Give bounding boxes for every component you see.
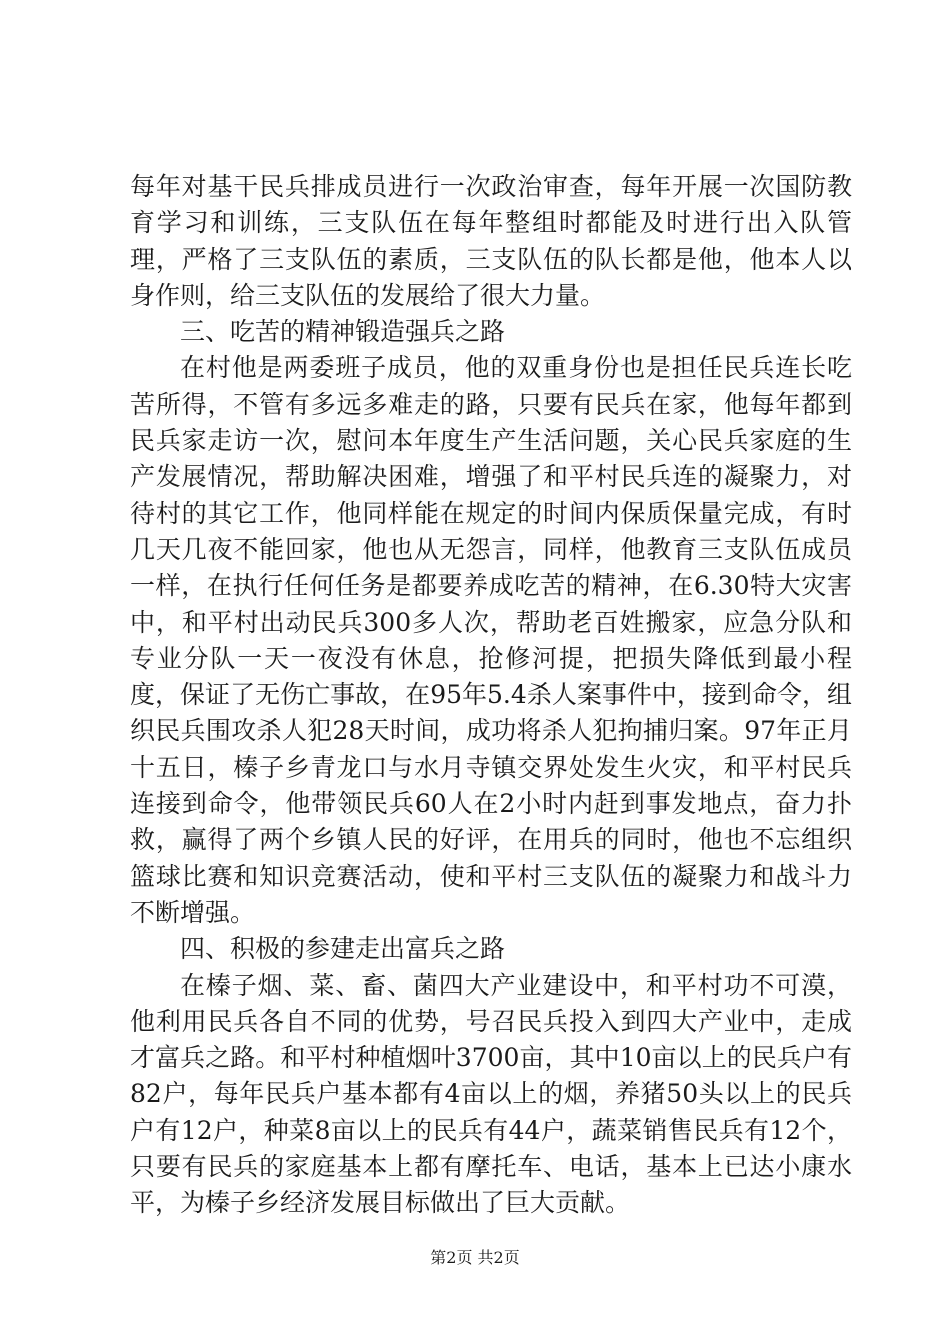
- document-body: [130, 169, 852, 1222]
- paragraph-prosperity: 在榛子烟、菜、畜、菌四大产业建设中，和平村功不可漠，他利用民兵各自不同的优势，号召民兵投入到四大产业中，走成才富兵之路。和平村种植烟叶3700亩，其中10亩以上的民兵户有82户，每年民兵户基本都有4亩以上的烟，养猪50头以上的民兵户有12户，种菜8亩以上的民兵有44户，蔬菜销售民兵有12个，只要有民兵的家庭基本上都有摩托车、电话，基本上已达小康水平，为榛子乡经济发展目标做出了巨大贡献。: [130, 970, 852, 1218]
- paragraph-hardship: 在村他是两委班子成员，他的双重身份也是担任民兵连长吃苦所得，不管有多远多难走的路，只要有民兵在家，他每年都到民兵家走访一次，慰问本年度生产生活问题，关心民兵家庭的生产发展情况，帮助解决困难，增强了和平村民兵连的凝聚力，对待村的其它工作，他同样能在规定的时间内保质保量完成，有时几天几夜不能回家，他也从无怨言，同样，他教育三支队伍成员一样，在执行任何任务是都要养成吃苦的精神，在6.30特大灾害中，和平村出动民兵300多人次，帮助老百姓搬家，应急分队和专业分队一天一夜没有休息，抢修河提，把损失降低到最小程度，保证了无伤亡事故，在95年5.4杀人案事件中，接到命令，组织民兵围攻杀人犯28天时间，成功将杀人犯拘捕归案。97年正月十五日，榛子乡青龙口与水月寺镇交界处发生火灾，和平村民兵连接到命令，他带领民兵60人在2小时内赶到事发地点，奋力扑救，赢得了两个乡镇人民的好评，在用兵的同时，他也不忘组织篮球比赛和知识竞赛活动，使和平村三支队伍的凝聚力和战斗力不断增强。: [130, 353, 852, 927]
- page-footer: 第2页 共2页: [430, 1248, 520, 1267]
- section-heading-4: 四、积极的参建走出富兵之路: [180, 934, 506, 964]
- paragraph-discipline: 每年对基干民兵排成员进行一次政治审查，每年开展一次国防教育学习和训练，三支队伍在每年整组时都能及时进行出入队管理，严格了三支队伍的素质，三支队伍的队长都是他，他本人以身作则，给三支队伍的发展给了很大力量。: [130, 172, 852, 310]
- section-heading-3: 三、吃苦的精神锻造强兵之路: [180, 317, 506, 347]
